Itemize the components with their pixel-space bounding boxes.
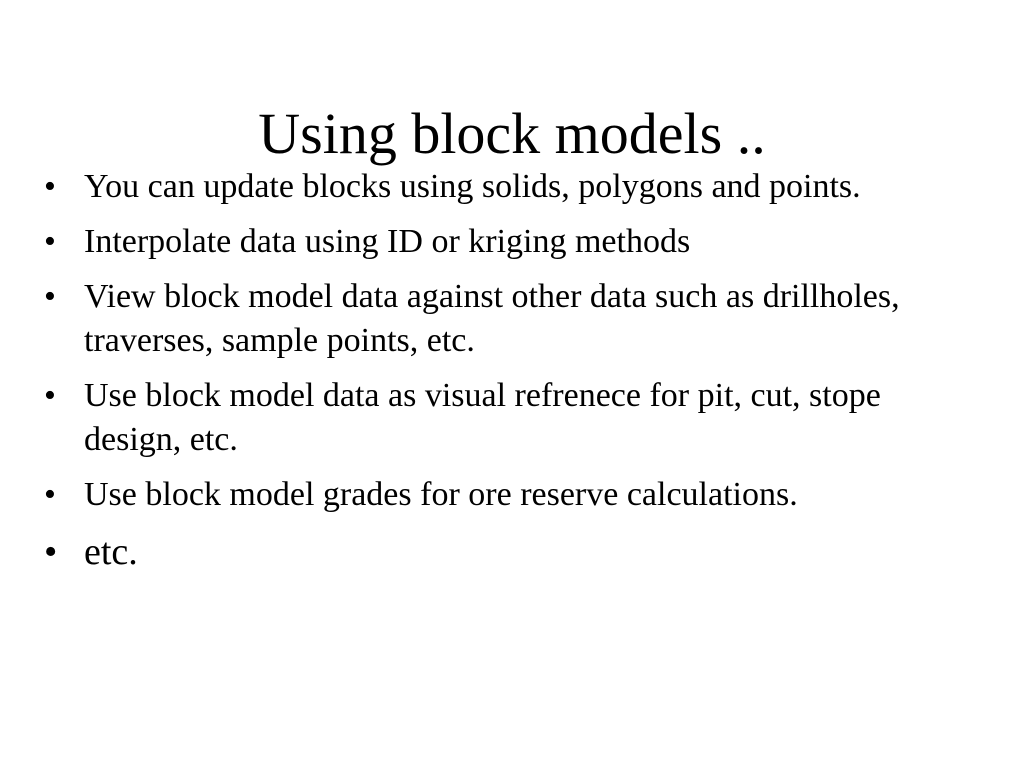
- bullet-text: View block model data against other data such as drillholes, traverses, sample points, etc.: [84, 278, 900, 359]
- bullet-icon: •: [44, 377, 56, 414]
- bullet-icon: •: [44, 476, 56, 513]
- bullet-icon: •: [44, 223, 56, 260]
- bullet-icon: •: [44, 531, 58, 573]
- bullet-text: You can update blocks using solids, polygons and points.: [84, 168, 861, 205]
- bullet-item: [44, 165, 944, 209]
- slide-title: Using block models ..: [258, 101, 766, 166]
- bullet-list: [44, 165, 944, 587]
- bullet-text: etc.: [84, 531, 138, 573]
- bullet-item: [44, 528, 944, 576]
- bullet-icon: •: [44, 168, 56, 205]
- bullet-item: [44, 220, 944, 264]
- bullet-item: [44, 473, 944, 517]
- bullet-text: Use block model grades for ore reserve calculations.: [84, 476, 798, 513]
- bullet-icon: •: [44, 278, 56, 315]
- bullet-text: Interpolate data using ID or kriging methods: [84, 223, 691, 260]
- bullet-item: [44, 374, 944, 462]
- bullet-text: Use block model data as visual refrenece for pit, cut, stope design, etc.: [84, 377, 881, 458]
- bullet-item: [44, 275, 944, 363]
